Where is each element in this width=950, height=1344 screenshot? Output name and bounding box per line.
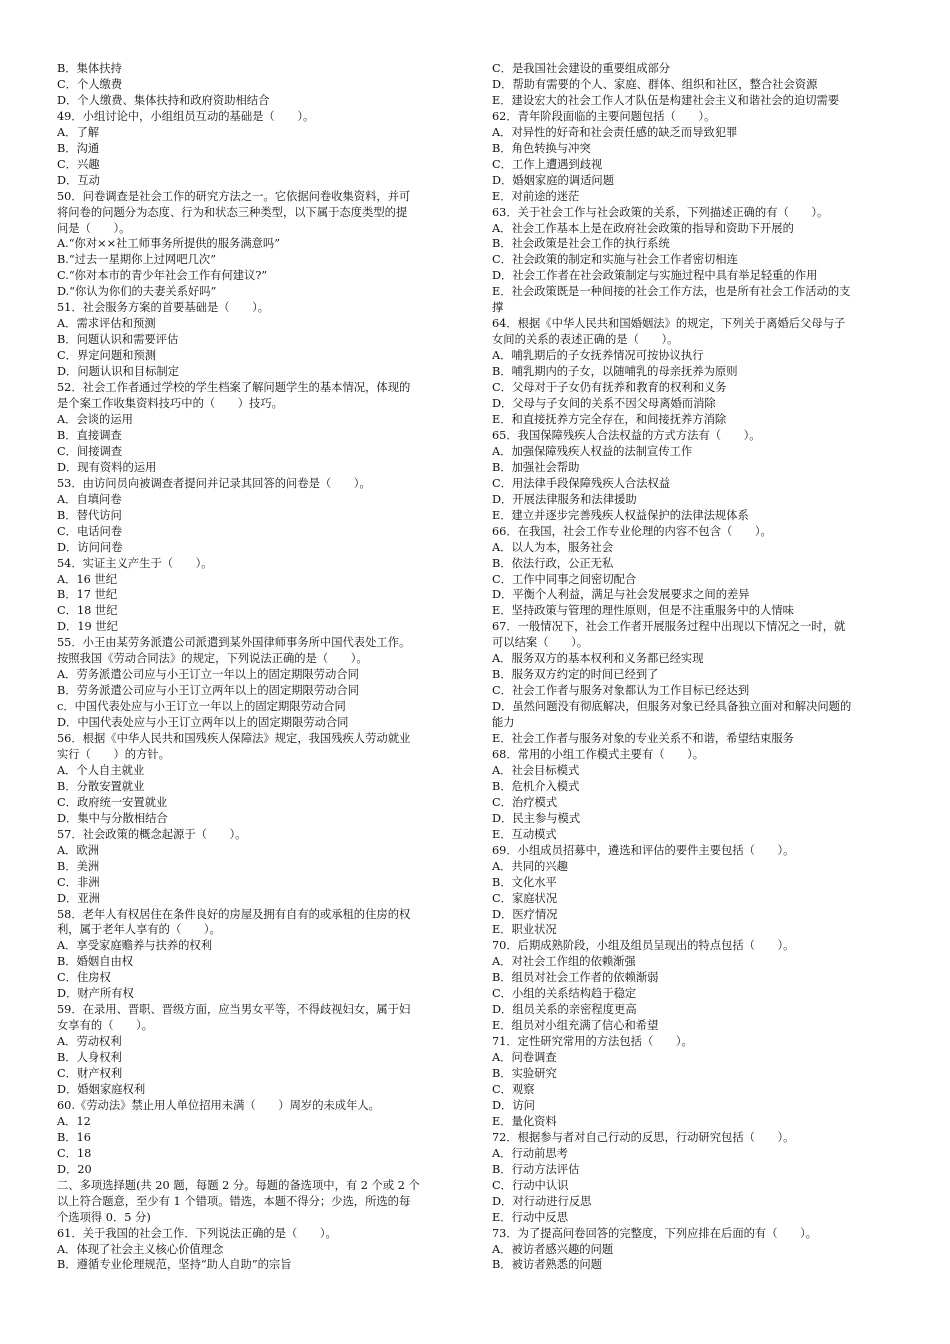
text-line: B．17 世纪 [57, 588, 118, 602]
text-line: 64．根据《中华人民共和国婚姻法》的规定，下列关于离婚后父母与子 [492, 317, 846, 331]
text-line: 68．常用的小组工作模式主要有（ ）。 [492, 747, 705, 761]
text-line: 能力 [492, 716, 515, 730]
text-line: C．兴趣 [57, 157, 100, 171]
text-line: D.“你认为你们的夫妻关系好吗” [57, 285, 217, 299]
text-line: C．父母对于子女仍有抚养和教育的权利和义务 [492, 381, 727, 395]
text-line: 69．小组成员招募中，遴选和评估的要件主要包括（ ）。 [492, 843, 795, 857]
text-line: E．职业状况 [492, 923, 557, 937]
text-line: 60.《劳动法》禁止用人单位招用未满（ ）周岁的未成年人。 [57, 1098, 380, 1112]
text-line: A．加强保障残疾人权益的法制宣传工作 [492, 444, 693, 458]
text-line: B．实验研究 [492, 1067, 557, 1081]
text-line: 62．青年阶段面临的主要问题包括（ ）。 [492, 109, 716, 123]
text-line: 66．在我国，社会工作专业伦理的内容不包含（ ）。 [492, 524, 772, 538]
text-line: B．依法行政，公正无私 [492, 556, 614, 570]
text-line: 51．社会服务方案的首要基础是（ ）。 [57, 301, 270, 315]
text-line: 撑 [492, 301, 504, 315]
text-line: B．沟通 [57, 141, 100, 155]
text-line: C．18 [57, 1146, 92, 1160]
text-line: D．互动 [57, 173, 100, 187]
text-line: E．社会工作者与服务对象的专业关系不和谐，希望结束服务 [492, 732, 794, 746]
text-line: A．行动前思考 [492, 1146, 568, 1160]
text-line: E．互动模式 [492, 827, 557, 841]
text-line: E．组员对小组充满了信心和希望 [492, 1019, 659, 1033]
text-line: 54．实证主义产生于（ ）。 [57, 556, 213, 570]
text-line: 女间的关系的表述正确的是（ ）。 [492, 333, 679, 347]
text-line: D．财产所有权 [57, 987, 134, 1001]
text-line: E．建立并逐步完善残疾人权益保护的法律法规体系 [492, 508, 749, 522]
text-line: C．观察 [492, 1083, 535, 1096]
text-line: B．婚姻自由权 [57, 955, 134, 969]
text-line: B．加强社会帮助 [492, 460, 580, 474]
text-line: A．享受家庭赡养与扶养的权利 [57, 939, 213, 953]
text-line: 50．问卷调查是社会工作的研究方法之一。它依据问卷收集资料，并可 [57, 189, 411, 203]
text-line: E．对前途的迷茫 [492, 189, 580, 203]
text-line: 56．根据《中华人民共和国残疾人保障法》规定，我国残疾人劳动就业 [57, 732, 411, 746]
text-line: B．角色转换与冲突 [492, 141, 591, 155]
text-line: B．行动方法评估 [492, 1162, 580, 1176]
text-line: 58．老年人有权居住在条件良好的房屋及拥有自有的或承租的住房的权 [57, 907, 411, 921]
text-line: C．家庭状况 [492, 891, 558, 905]
text-line: E．建设宏大的社会工作人才队伍是构建社会主义和谐社会的迫切需要 [492, 93, 840, 107]
text-line: C．间接调查 [57, 444, 123, 458]
right-column [492, 61, 896, 1273]
text-line: A．16 世纪 [57, 572, 118, 586]
text-line: A．了解 [57, 125, 100, 139]
text-line: B．社会政策是社会工作的执行系统 [492, 237, 670, 251]
text-line: E．行动中反思 [492, 1210, 569, 1224]
text-line: C．个人缴费 [57, 77, 123, 91]
text-line: C．行动中认识 [492, 1178, 569, 1192]
text-line: 53．由访问员向被调查者提问并记录其回答的问卷是（ ）。 [57, 476, 371, 490]
text-line: D．医疗情况 [492, 907, 558, 921]
text-line: A．劳务派遣公司应与小王订立一年以上的固定期限劳动合同 [57, 668, 359, 682]
text-line: B．文化水平 [492, 875, 557, 889]
text-line: 二、多项选择题(共 20 题，每题 2 分。每题的备选项中，有 2 个或 2 个 [57, 1178, 420, 1192]
text-line: E．坚持政策与管理的理性原则，但是不注重服务中的人情味 [492, 604, 794, 618]
text-line: A．哺乳期后的子女抚养情况可按协议执行 [492, 349, 704, 363]
text-line: B．人身权利 [57, 1051, 122, 1065]
text-line: 55．小王由某劳务派遣公司派遣到某外国律师事务所中国代表处工作。 [57, 636, 411, 650]
text-line: D．婚姻家庭的调适问题 [492, 173, 615, 187]
text-line: C．界定问题和预测 [57, 349, 157, 363]
text-line: C．电话问卷 [57, 524, 123, 538]
text-line: B．美洲 [57, 859, 100, 873]
text-line: 63．关于社会工作与社会政策的关系，下列描述正确的有（ ）。 [492, 205, 829, 219]
text-line: C．用法律手段保障残疾人合法权益 [492, 476, 671, 490]
text-line: D．访问 [492, 1098, 535, 1112]
text-line: A．问卷调查 [492, 1051, 557, 1065]
text-line: C．治疗模式 [492, 795, 558, 809]
text-line: 65．我国保障残疾人合法权益的方式方法有（ ）。 [492, 428, 761, 442]
text-line: B．危机介入模式 [492, 779, 580, 793]
text-line: A．共同的兴趣 [492, 859, 568, 873]
text-line: D．父母与子女间的关系不因父母离婚而消除 [492, 397, 716, 411]
text-line: A．对社会工作组的依赖渐强 [492, 955, 636, 969]
text-line: D．中国代表处应与小王订立两年以上的固定期限劳动合同 [57, 716, 349, 730]
text-line: 73．为了提高问卷回答的完整度，下列应排在后面的有（ ）。 [492, 1226, 818, 1240]
text-line: 个选项得 0．5 分) [57, 1210, 151, 1224]
text-line: D．现有资料的运用 [57, 460, 157, 474]
text-line: B．直接调查 [57, 428, 122, 442]
text-line: D．19 世纪 [57, 620, 118, 634]
text-line: 可以结案（ ）。 [492, 636, 589, 650]
text-line: D．集中与分散相结合 [57, 811, 168, 825]
text-line: 59．在录用、晋职、晋级方面，应当男女平等，不得歧视妇女，属于妇 [57, 1003, 411, 1017]
text-line: D．开展法律服务和法律援助 [492, 492, 637, 506]
text-line: C．住房权 [57, 971, 111, 985]
text-line: c．中国代表处应与小王订立一年以上的固定期限劳动合同 [57, 700, 346, 714]
text-line: 将问卷的问题分为态度、行为和状态三种类型，以下属于态度类型的提 [57, 205, 408, 219]
text-line: B．问题认识和需要评估 [57, 333, 179, 347]
text-line: D．对行动进行反思 [492, 1194, 592, 1208]
text-line: C．工作上遭遇到歧视 [492, 157, 603, 171]
text-line: B．替代访问 [57, 508, 122, 522]
text-line: D．民主参与模式 [492, 811, 581, 825]
text-line: C．小组的关系结构趋于稳定 [492, 987, 637, 1001]
text-line: A．对异性的好奇和社会责任感的缺乏而导致犯罪 [492, 125, 738, 139]
text-line: 是个案工作收集资料技巧中的（ ）技巧。 [57, 397, 283, 411]
text-line: 61．关于我国的社会工作．下列说法正确的是（ ）。 [57, 1226, 337, 1240]
text-line: C．政府统一安置就业 [57, 795, 168, 809]
text-line: 71．定性研究常用的方法包括（ ）。 [492, 1035, 693, 1049]
text-line: A．社会目标模式 [492, 763, 580, 777]
text-line: A．欧洲 [57, 843, 100, 857]
text-line: A．体现了社会主义核心价值理念 [57, 1242, 224, 1256]
text-line: C．财产权利 [57, 1067, 123, 1081]
text-line: B．被访者熟悉的问题 [492, 1258, 602, 1272]
text-line: A．会谈的运用 [57, 412, 133, 426]
text-line: D．访问问卷 [57, 540, 123, 554]
text-line: D．虽然问题没有彻底解决，但服务对象已经具备独立面对和解决问题的 [492, 700, 852, 714]
text-line: 67．一般情况下，社会工作者开展服务过程中出现以下情况之一时，就 [492, 620, 846, 634]
text-line: C．非洲 [57, 875, 100, 889]
text-line: A．需求评估和预测 [57, 317, 156, 331]
text-line: C．社会政策的制定和实施与社会工作者密切相连 [492, 253, 738, 267]
text-line: B．哺乳期内的子女，以随哺乳的母亲抚养为原则 [492, 365, 738, 379]
text-line: C．工作中同事之间密切配合 [492, 572, 637, 586]
text-line: E．量化资料 [492, 1114, 557, 1128]
text-line: D．婚姻家庭权利 [57, 1083, 146, 1096]
text-line: 52．社会工作者通过学校的学生档案了解问题学生的基本情况，体现的 [57, 381, 411, 395]
text-line: D．问题认识和目标制定 [57, 365, 180, 379]
text-line: 以上符合题意，至少有 1 个错项。错选，本题不得分；少选，所选的每 [57, 1194, 411, 1208]
text-line: B．16 [57, 1130, 91, 1144]
text-line: 按照我国《劳动合同法》的规定，下列说法正确的是（ ）。 [57, 652, 368, 666]
text-line: 70．后期成熟阶段，小组及组员呈现出的特点包括（ ）。 [492, 939, 795, 953]
text-line: B．分散安置就业 [57, 779, 145, 793]
text-line: D．社会工作者在社会政策制定与实施过程中具有举足轻重的作用 [492, 269, 818, 283]
text-line: C.“你对本市的青少年社会工作有何建议?” [57, 269, 268, 283]
text-line: A.“你对××社工师事务所提供的服务满意吗” [57, 237, 280, 251]
text-line: A．自填问卷 [57, 492, 122, 506]
text-line: A．个人自主就业 [57, 763, 145, 777]
text-line: D．帮助有需要的个人、家庭、群体、组织和社区，整合社会资源 [492, 77, 818, 91]
text-line: 问是（ ）。 [57, 221, 131, 235]
text-line: D．亚洲 [57, 891, 100, 905]
text-line: E．和直接抚养方完全存在，和间接抚养方消除 [492, 412, 727, 426]
text-line: D．个人缴费、集体扶持和政府资助相结合 [57, 93, 270, 107]
text-line: 72．根据参与者对自己行动的反思，行动研究包括（ ）。 [492, 1130, 795, 1144]
text-line: B．服务双方约定的时间已经到了 [492, 668, 659, 682]
text-line: 49．小组讨论中，小组组员互动的基础是（ ）。 [57, 109, 315, 123]
text-line: E．社会政策既是一种间接的社会工作方法，也是所有社会工作活动的支 [492, 285, 851, 299]
text-line: A．以人为本，服务社会 [492, 540, 614, 554]
text-line: A．服务双方的基本权利和义务都已经实现 [492, 652, 704, 666]
text-line: 女享有的（ ）。 [57, 1019, 154, 1033]
text-line: C．是我国社会建设的重要组成部分 [492, 62, 671, 75]
text-line: C．社会工作者与服务对象都认为工作目标已经达到 [492, 684, 750, 698]
text-line: D．20 [57, 1162, 92, 1176]
text-line: B.“过去一星期你上过网吧几次” [57, 253, 217, 267]
text-line: D．平衡个人利益，满足与社会发展要求之间的差异 [492, 588, 750, 602]
text-line: B．遵循专业伦理规范，坚持“助人自助”的宗旨 [57, 1258, 292, 1272]
text-line: A．劳动权利 [57, 1035, 122, 1049]
left-column [57, 61, 461, 1273]
text-line: 利，属于老年人享有的（ ）。 [57, 923, 221, 937]
text-line: A．被访者感兴趣的问题 [492, 1242, 614, 1256]
text-line: B．劳务派遣公司应与小王订立两年以上的固定期限劳动合同 [57, 684, 360, 698]
text-line: A．社会工作基本上是在政府社会政策的指导和资助下开展的 [492, 221, 794, 235]
text-line: C．18 世纪 [57, 604, 118, 618]
text-line: B．集体扶持 [57, 62, 122, 75]
text-line: 实行（ ）的方针。 [57, 747, 170, 761]
text-line: A．12 [57, 1114, 91, 1128]
text-line: 57．社会政策的概念起源于（ ）。 [57, 827, 247, 841]
text-line: D．组员关系的亲密程度更高 [492, 1003, 637, 1017]
text-line: B．组员对社会工作者的依赖渐弱 [492, 971, 659, 985]
